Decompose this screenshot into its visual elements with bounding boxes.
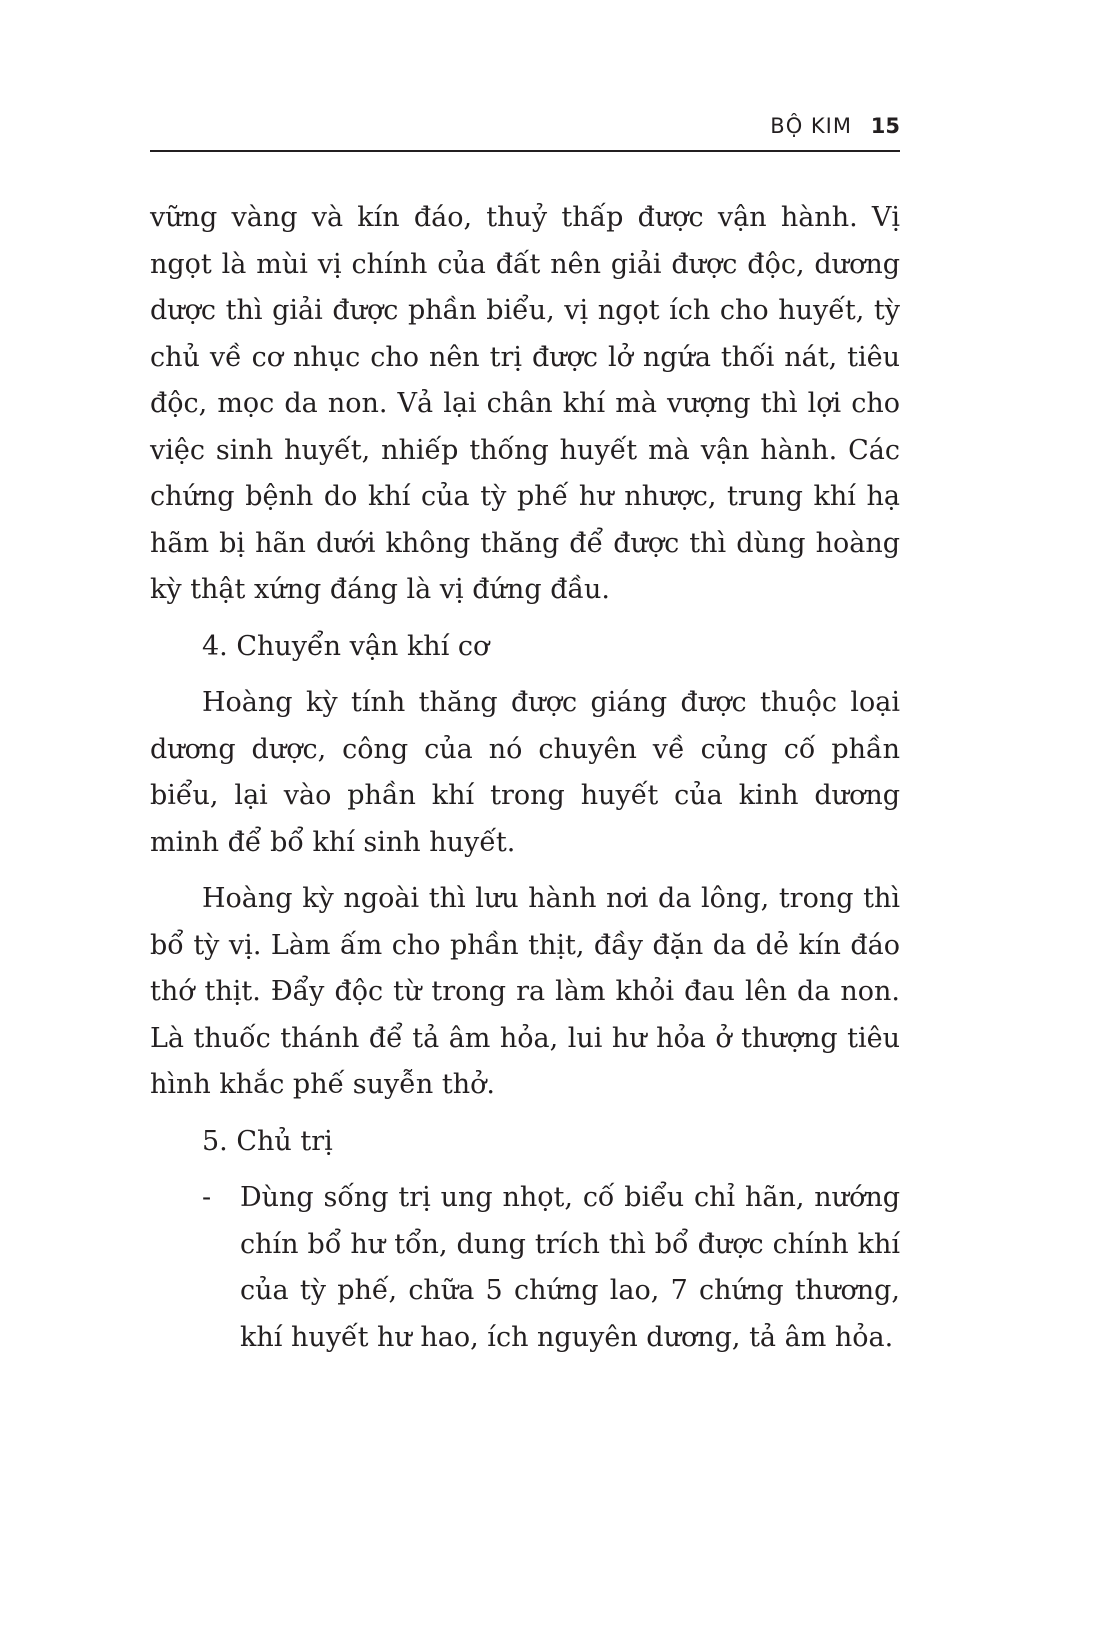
list-item [150,1175,900,1361]
section-heading-4: 4. Chuyển vận khí cơ [202,630,490,662]
page-body [150,195,900,1361]
list-item-text: Dùng sống trị ung nhọt, cố biểu chỉ hãn, nướng chín bổ hư tổn, dung trích thì bổ được chính khí của tỳ phế, chữa 5 chứng lao, 7 chứng thương, khí huyết hư hao, ích nguyên dương, tả âm hỏa. [240,1182,900,1353]
paragraph: Hoàng kỳ tính thăng được giáng được thuộc loại dương dược, công của nó chuyên về củng cố phần biểu, lại vào phần khí trong huyết của kinh dương minh để bổ khí sinh huyết. [150,687,900,858]
list-bullet-dash: - [202,1182,212,1213]
section-heading-5: 5. Chủ trị [202,1125,333,1157]
paragraph: Hoàng kỳ ngoài thì lưu hành nơi da lông, trong thì bổ tỳ vị. Làm ấm cho phần thịt, đầy đặn da dẻ kín đáo thớ thịt. Đẩy độc từ trong ra làm khỏi đau lên da non. Là thuốc thánh để tả âm hỏa, lui hư hỏa ở thượng tiêu hình khắc phế suyễn thở. [150,883,900,1100]
chapter-title: BỘ KIM [770,114,852,138]
running-header [150,112,900,152]
paragraph-continued: vững vàng và kín đáo, thuỷ thấp được vận hành. Vị ngọt là mùi vị chính của đất nên giải được độc, dương dược thì giải được phần biểu, vị ngọt ích cho huyết, tỳ chủ về cơ nhục cho nên trị được lở ngứa thối nát, tiêu độc, mọc da non. Vả lại chân khí mà vượng thì lợi cho việc sinh huyết, nhiếp thống huyết mà vận hành. Các chứng bệnh do khí của tỳ phế hư nhược, trung khí hạ hãm bị hãn dưới không thăng để được thì dùng hoàng kỳ thật xứng đáng là vị đứng đầu. [150,202,900,605]
page-number: 15 [870,114,900,138]
